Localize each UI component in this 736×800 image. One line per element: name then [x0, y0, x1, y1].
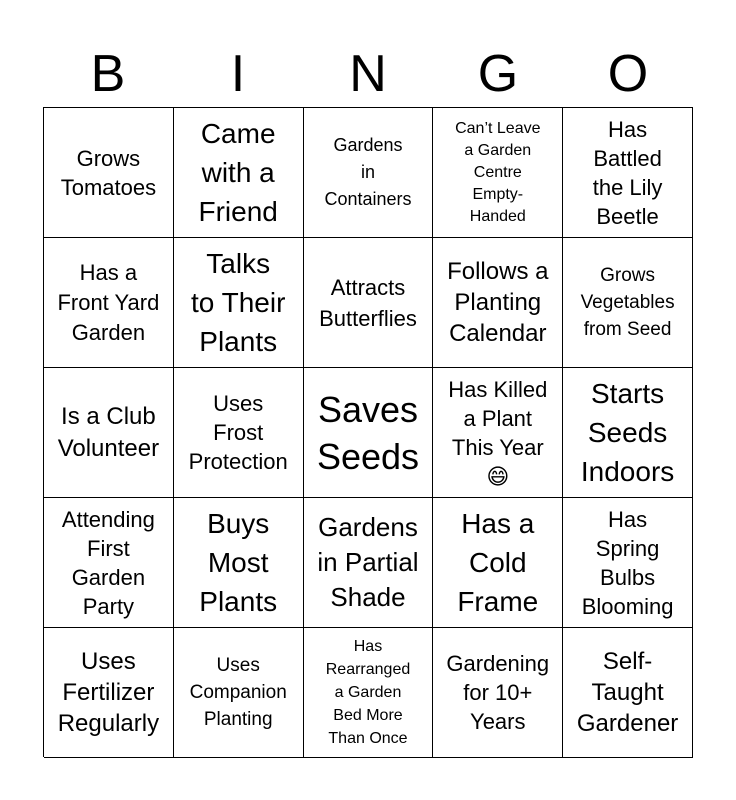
cell-text: Talks to Their Plants — [190, 248, 286, 357]
cell-text: Buys Most Plants — [199, 508, 278, 617]
bingo-cell[interactable] — [304, 108, 434, 238]
board-row — [44, 238, 693, 368]
cell-text: Attracts Butterflies — [319, 274, 417, 331]
board-row — [44, 108, 693, 238]
bingo-cell[interactable] — [433, 238, 563, 368]
cell-text: Is a Club Volunteer — [57, 402, 160, 462]
cell-text: Has a Cold Frame — [457, 508, 539, 617]
header-letter-o: O — [607, 45, 649, 103]
bingo-cell[interactable] — [563, 498, 693, 628]
bingo-cell[interactable] — [563, 238, 693, 368]
cell-text: Grows Vegetables from Seed — [580, 265, 675, 340]
bingo-header — [43, 40, 693, 108]
cell-text: Attending First Garden Party — [61, 506, 155, 619]
cell-text: Has Rearranged a Garden Bed More Than Once — [325, 638, 411, 747]
cell-text: Gardening for 10+ Years — [446, 651, 550, 734]
bingo-cell[interactable] — [304, 238, 434, 368]
bingo-cell[interactable] — [44, 498, 174, 628]
bingo-cell[interactable] — [433, 498, 563, 628]
header-letter-i: I — [230, 45, 246, 103]
cell-text: Starts Seeds Indoors — [580, 378, 675, 487]
cell-text: Came with a Friend — [198, 118, 278, 227]
bingo-cell[interactable] — [563, 628, 693, 758]
cell-text: Has Killed a Plant This Year 😄 — [448, 376, 548, 489]
bingo-cell[interactable] — [433, 108, 563, 238]
bingo-cell[interactable] — [174, 498, 304, 628]
bingo-cell[interactable] — [304, 368, 434, 498]
cell-text: Gardens in Containers — [324, 135, 412, 209]
cell-text: Gardens in Partial Shade — [317, 512, 419, 612]
bingo-cell[interactable] — [44, 368, 174, 498]
bingo-cell[interactable] — [44, 108, 174, 238]
cell-text: Can’t Leave a Garden Centre Empty- Handed — [455, 119, 541, 225]
bingo-cell[interactable] — [174, 238, 304, 368]
bingo-board — [43, 107, 693, 757]
cell-text: Has Battled the Lily Beetle — [592, 116, 663, 229]
bingo-cell[interactable] — [44, 628, 174, 758]
bingo-cell[interactable] — [563, 108, 693, 238]
bingo-cell[interactable] — [304, 628, 434, 758]
cell-text: Has a Front Yard Garden — [57, 259, 160, 345]
board-row — [44, 628, 693, 758]
board-row — [44, 498, 693, 628]
cell-text: Self- Taught Gardener — [576, 648, 679, 737]
bingo-cell[interactable] — [433, 628, 563, 758]
bingo-cell[interactable] — [563, 368, 693, 498]
header-letter-n: N — [349, 45, 387, 103]
bingo-cell[interactable] — [44, 238, 174, 368]
cell-text: Follows a Planting Calendar — [447, 258, 549, 347]
cell-text: Saves Seeds — [316, 388, 420, 477]
cell-text: Uses Frost Protection — [188, 391, 288, 474]
bingo-cell[interactable] — [174, 628, 304, 758]
header-letter-b: B — [90, 45, 126, 103]
bingo-cell[interactable] — [304, 498, 434, 628]
cell-text: Has Spring Bulbs Blooming — [581, 506, 674, 619]
header-letter-g: G — [477, 45, 519, 103]
bingo-cell[interactable] — [174, 108, 304, 238]
bingo-cell[interactable] — [174, 368, 304, 498]
cell-text: Grows Tomatoes — [60, 145, 157, 200]
bingo-cell[interactable] — [433, 368, 563, 498]
cell-text: Uses Companion Planting — [189, 655, 287, 730]
board-row — [44, 368, 693, 498]
cell-text: Uses Fertilizer Regularly — [57, 648, 160, 737]
